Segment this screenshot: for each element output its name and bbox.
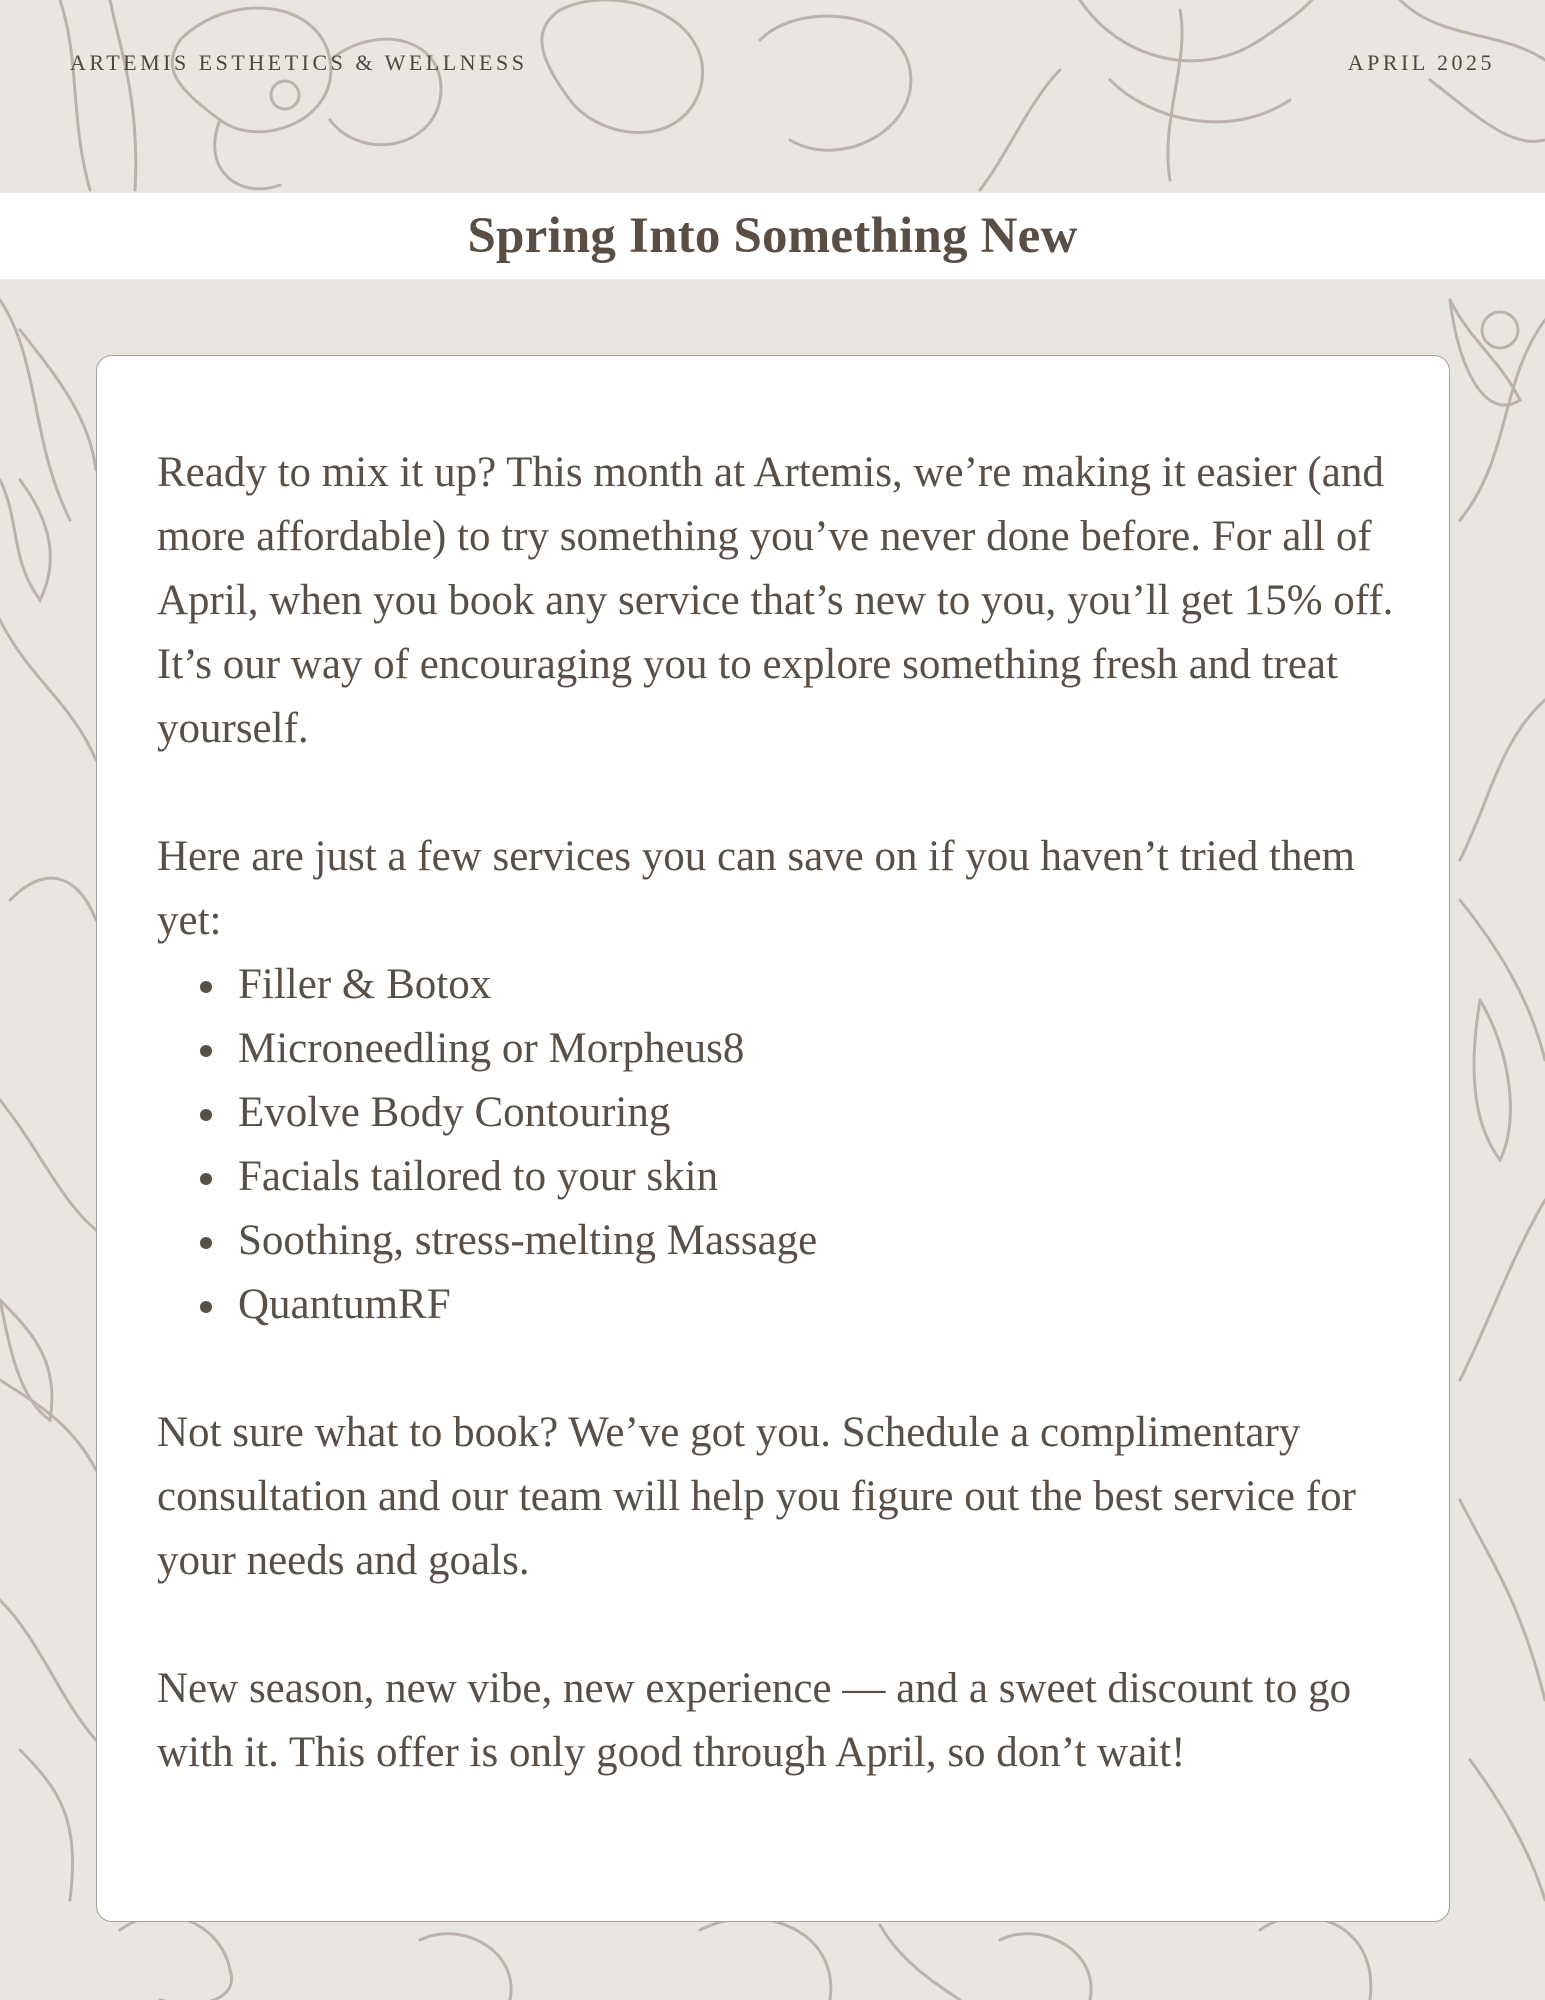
service-label: Evolve Body Contouring xyxy=(238,1089,671,1136)
paragraph-gap xyxy=(157,1337,1397,1401)
page-title: Spring Into Something New xyxy=(467,208,1078,264)
consultation-paragraph: Not sure what to book? We’ve got you. Schedule a complimentary consultation and our team will help you figure out the best service for your needs and goals. xyxy=(157,1409,1356,1584)
bullet-icon xyxy=(200,1237,212,1249)
intro-paragraph: Ready to mix it up? This month at Artemis, we’re making it easier (and more affordable) to try something you’ve never done before. For all of April, when you book any service that’s new to you, you’ll get 15% off. It’s our way of encouraging you to explore something fresh and treat yourself. xyxy=(157,449,1394,752)
content-card xyxy=(96,355,1450,1922)
services-list xyxy=(157,953,1397,1337)
bullet-icon xyxy=(200,1109,212,1121)
card-content xyxy=(157,441,1397,1785)
list-item xyxy=(157,1209,1397,1273)
brand-name: ARTEMIS ESTHETICS & WELLNESS xyxy=(70,50,528,75)
header-bar xyxy=(0,0,1545,192)
service-label: Facials tailored to your skin xyxy=(238,1153,719,1200)
service-label: QuantumRF xyxy=(238,1281,451,1328)
bullet-icon xyxy=(200,1045,212,1057)
service-label: Filler & Botox xyxy=(238,961,492,1008)
list-item xyxy=(157,1081,1397,1145)
list-item xyxy=(157,1145,1397,1209)
list-intro-paragraph: Here are just a few services you can save on if you haven’t tried them yet: xyxy=(157,833,1355,944)
list-item xyxy=(157,1017,1397,1081)
bullet-icon xyxy=(200,1173,212,1185)
issue-date: APRIL 2025 xyxy=(1347,50,1495,75)
closing-paragraph: New season, new vibe, new experience — and a sweet discount to go with it. This offer is only good through April, so don’t wait! xyxy=(157,1665,1352,1776)
title-band xyxy=(0,193,1545,279)
paragraph-gap xyxy=(157,761,1397,825)
bullet-icon xyxy=(200,1301,212,1313)
service-label: Microneedling or Morpheus8 xyxy=(238,1025,745,1072)
service-label: Soothing, stress-melting Massage xyxy=(238,1217,818,1264)
bullet-icon xyxy=(200,981,212,993)
list-item xyxy=(157,953,1397,1017)
paragraph-gap xyxy=(157,1593,1397,1657)
list-item xyxy=(157,1273,1397,1337)
